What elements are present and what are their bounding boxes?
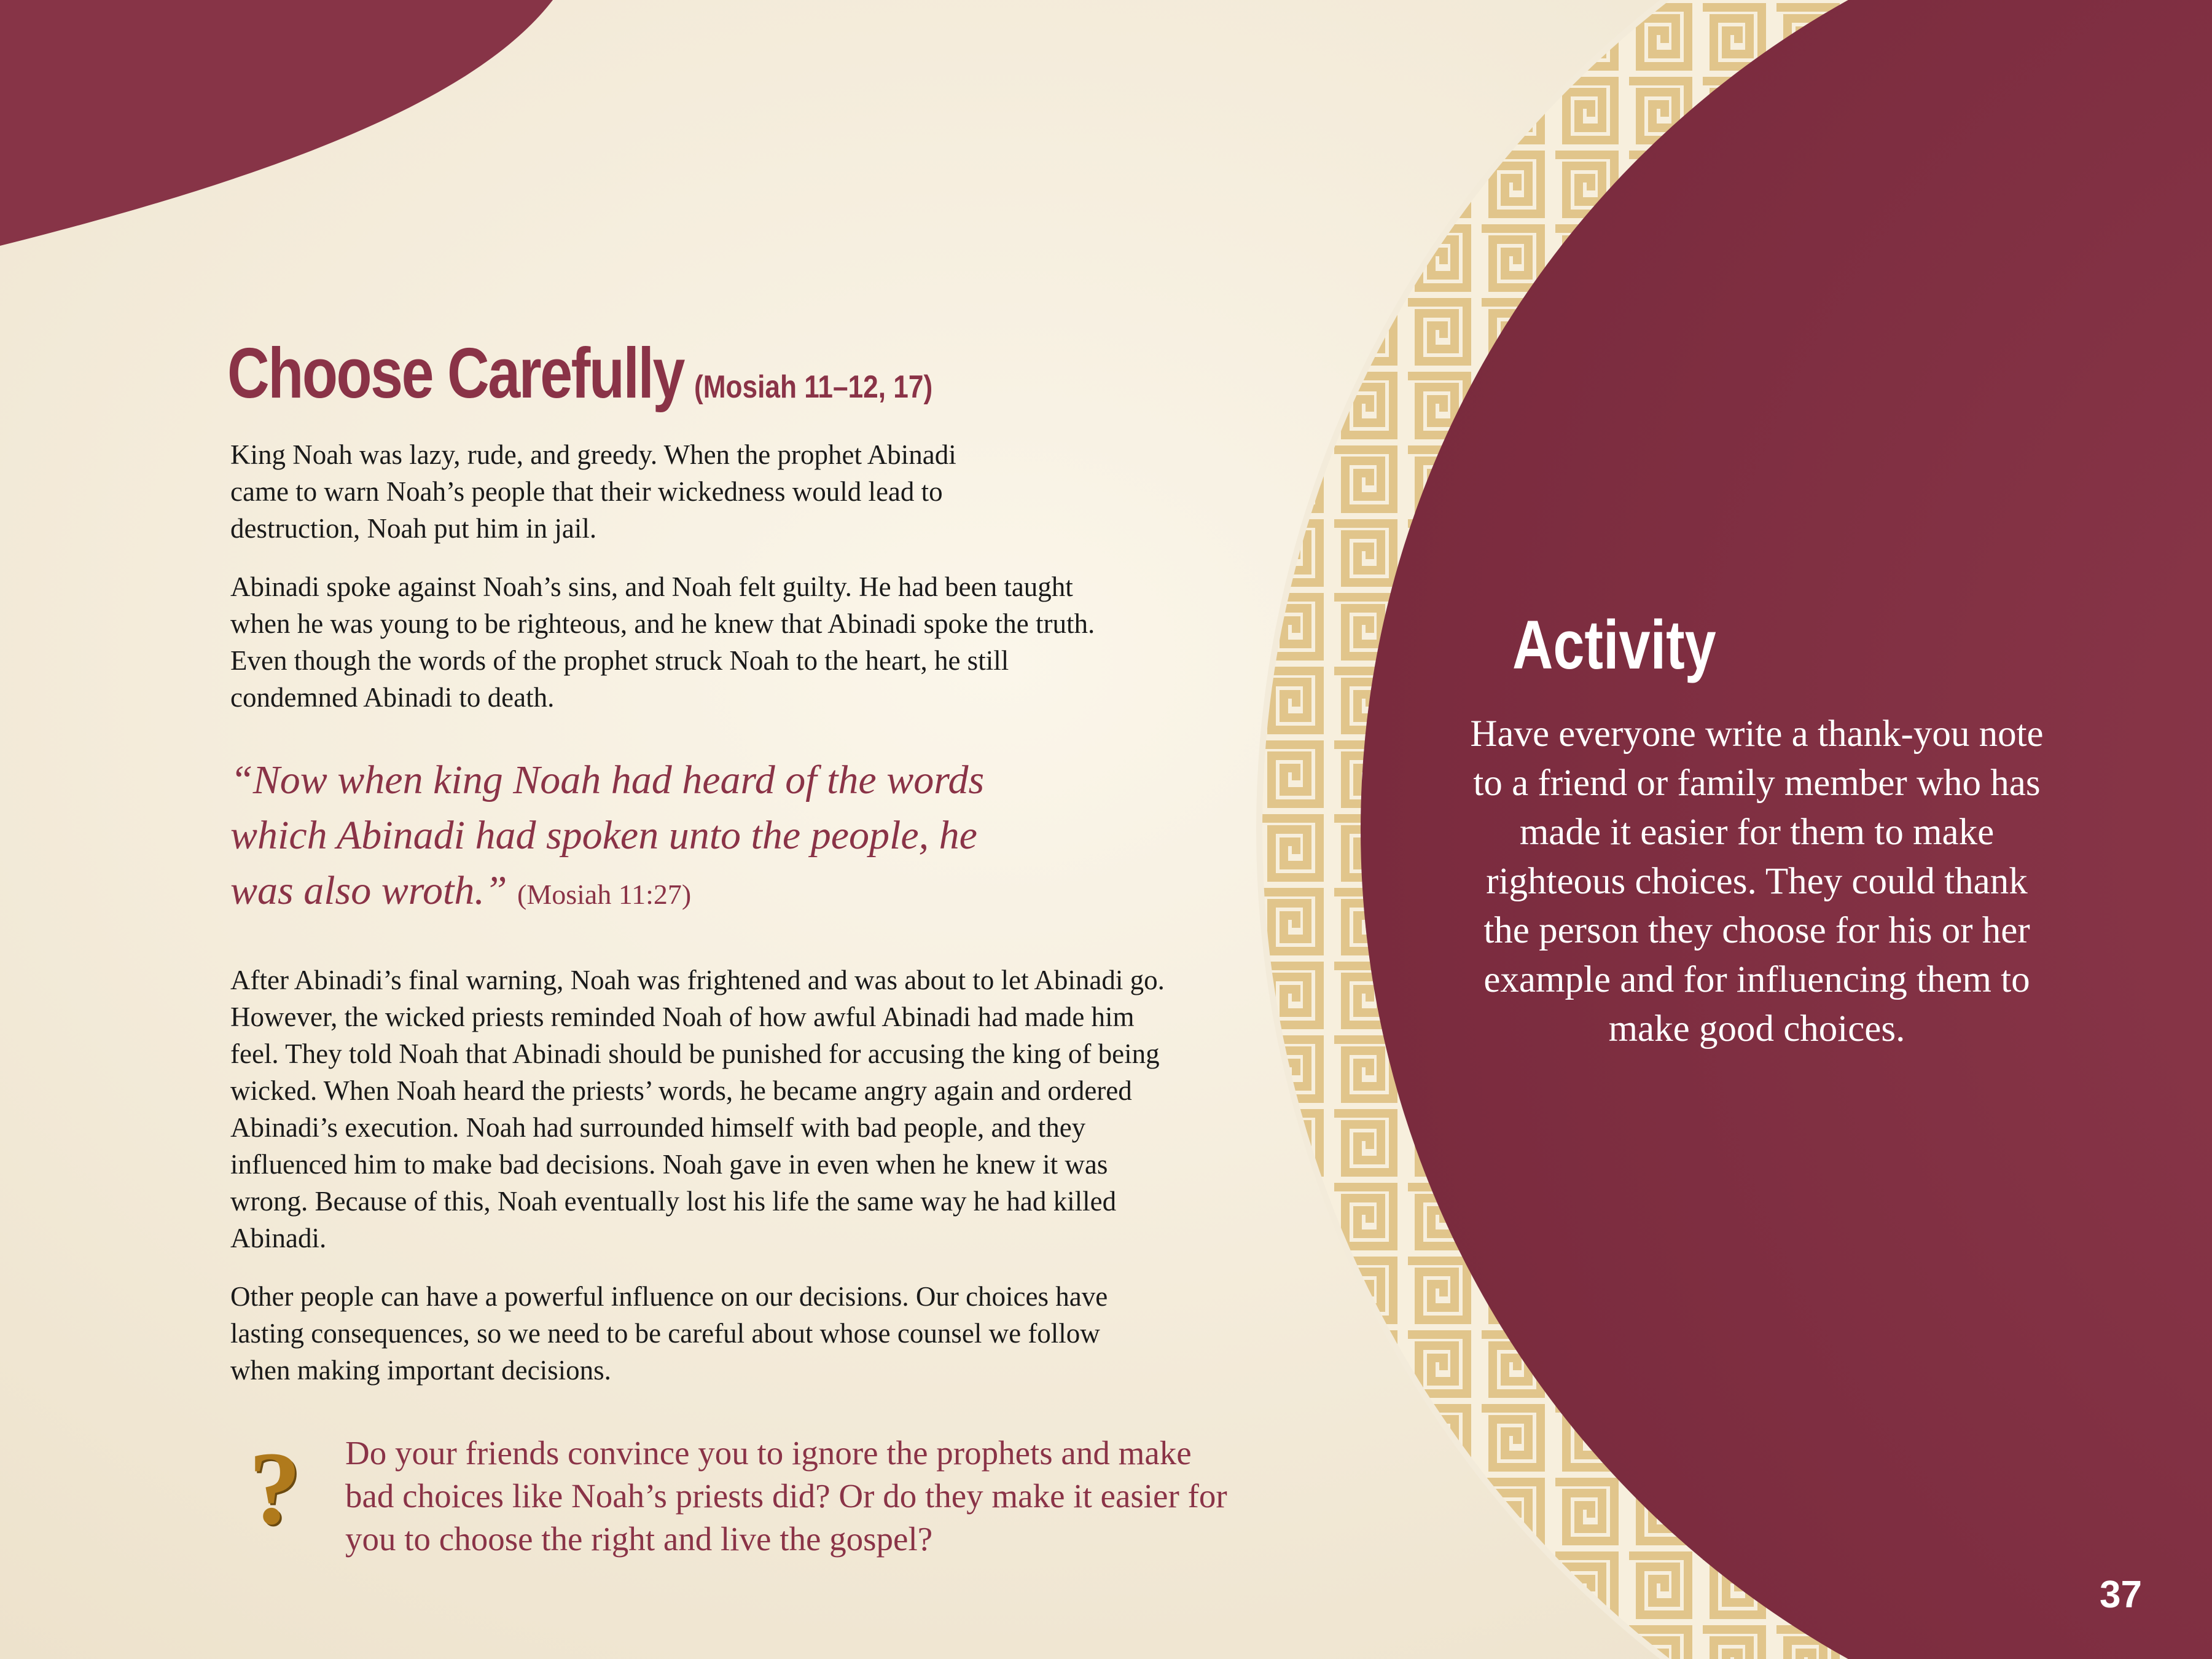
activity-title: Activity bbox=[1512, 606, 1716, 683]
activity-text: Have everyone write a thank-you note to a friend or family member who has made it easier for them to make righteous choices. They could thank the person they choose for his or her example and for influencing them to make good choices. bbox=[1470, 713, 2044, 1049]
page-number: 37 bbox=[2100, 1574, 2142, 1616]
paragraph-3: After Abinadi’s final warning, Noah was frightened and was about to let Abinadi go. However, the wicked priests reminded Noah of how awful Abinadi had made him feel. They told Noah that Abinadi should be punished for accusing the king of being wicked. When Noah heard the priests’ words, he became angry again and ordered Abinadi’s execution. Noah had surrounded himself with bad people, and they influenced him to make bad decisions. Noah gave in even when he knew it was wrong. Because of this, Noah eventually lost his life the same way he had killed Abinadi. bbox=[230, 965, 1165, 1253]
quote-text: “Now when king Noah had heard of the words which Abinadi had spoken unto the people, he was also wroth.” bbox=[230, 758, 985, 913]
article-heading bbox=[227, 332, 975, 414]
question-mark-icon: ? bbox=[249, 1430, 301, 1546]
paragraph-1: King Noah was lazy, rude, and greedy. When the prophet Abinadi came to warn Noah’s people that their wickedness would lead to destruction, Noah put him in jail. bbox=[230, 439, 956, 544]
scripture-quote bbox=[230, 753, 1029, 922]
article-reference: (Mosiah 11–12, 17) bbox=[694, 369, 933, 405]
paragraph-4: Other people can have a powerful influence on our decisions. Our choices have lasting consequences, so we need to be careful about whose counsel we follow when making important decisions. bbox=[230, 1281, 1108, 1386]
article-title: Choose Carefully bbox=[227, 333, 684, 413]
reflection-question: Do your friends convince you to ignore the prophets and make bad choices like Noah’s priests did? Or do they make it easier for you to choose the right and live the gospel? bbox=[345, 1434, 1227, 1558]
paragraph-2: Abinadi spoke against Noah’s sins, and Noah felt guilty. He had been taught when he was young to be righteous, and he knew that Abinadi spoke the truth. Even though the words of the prophet struck Noah to the heart, he still condemned Abinadi to death. bbox=[230, 571, 1095, 713]
quote-citation: (Mosiah 11:27) bbox=[517, 879, 692, 910]
